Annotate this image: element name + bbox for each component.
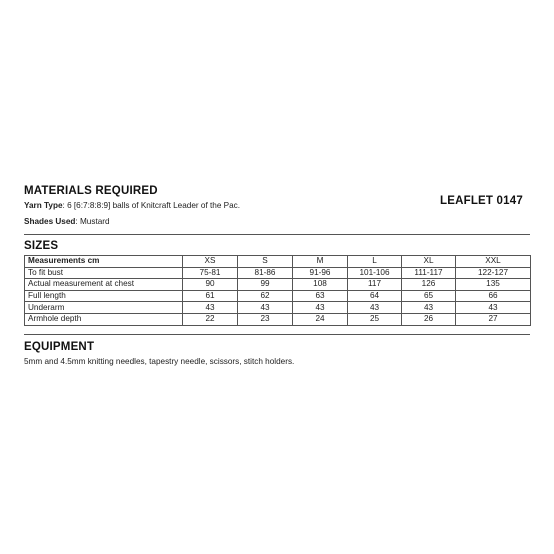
- table-row: [25, 302, 531, 314]
- table-cell: 22: [183, 313, 238, 325]
- header-cell: XXL: [456, 256, 531, 268]
- yarn-type-label: Yarn Type: [24, 201, 63, 210]
- table-cell: 122-127: [456, 267, 531, 279]
- table-cell: 65: [402, 290, 456, 302]
- table-cell: 135: [456, 279, 531, 291]
- row-label: Actual measurement at chest: [25, 279, 183, 291]
- table-row: [25, 279, 531, 291]
- table-cell: 117: [348, 279, 402, 291]
- table-cell: 43: [293, 302, 348, 314]
- table-cell: 61: [183, 290, 238, 302]
- header-cell: XS: [183, 256, 238, 268]
- yarn-type-line: [24, 201, 240, 210]
- yarn-type-value: : 6 [6:7:8:8:9] balls of Knitcraft Leader of the Pac.: [62, 201, 241, 210]
- table-cell: 126: [402, 279, 456, 291]
- table-cell: 75-81: [183, 267, 238, 279]
- equipment-heading: EQUIPMENT: [24, 341, 95, 353]
- table-cell: 26: [402, 313, 456, 325]
- table-cell: 43: [183, 302, 238, 314]
- table-cell: 62: [238, 290, 293, 302]
- header-cell: Measurements cm: [25, 256, 183, 268]
- table-row: [25, 313, 531, 325]
- sizes-table: [24, 255, 531, 326]
- row-label: To fit bust: [25, 267, 183, 279]
- table-header-row: [25, 256, 531, 268]
- header-cell: M: [293, 256, 348, 268]
- row-label: Armhole depth: [25, 313, 183, 325]
- shades-used-value: : Mustard: [75, 217, 110, 226]
- table-cell: 63: [293, 290, 348, 302]
- row-label: Underarm: [25, 302, 183, 314]
- table-cell: 108: [293, 279, 348, 291]
- table-cell: 23: [238, 313, 293, 325]
- table-cell: 99: [238, 279, 293, 291]
- table-row: [25, 267, 531, 279]
- table-cell: 25: [348, 313, 402, 325]
- table-cell: 111-117: [402, 267, 456, 279]
- sizes-heading: SIZES: [24, 240, 59, 252]
- table-cell: 66: [456, 290, 531, 302]
- table-cell: 91-96: [293, 267, 348, 279]
- table-cell: 64: [348, 290, 402, 302]
- row-label: Full length: [25, 290, 183, 302]
- table-cell: 43: [456, 302, 531, 314]
- table-cell: 81-86: [238, 267, 293, 279]
- table-cell: 43: [348, 302, 402, 314]
- divider-sizes: [24, 334, 530, 335]
- header-cell: L: [348, 256, 402, 268]
- header-cell: XL: [402, 256, 456, 268]
- table-cell: 101-106: [348, 267, 402, 279]
- table-cell: 43: [238, 302, 293, 314]
- divider-materials: [24, 234, 530, 235]
- shades-used-label: Shades Used: [24, 217, 76, 226]
- table-cell: 24: [293, 313, 348, 325]
- table-cell: 90: [183, 279, 238, 291]
- leaflet-number: LEAFLET 0147: [440, 195, 523, 207]
- table-row: [25, 290, 531, 302]
- shades-used-line: [24, 217, 110, 226]
- equipment-text: 5mm and 4.5mm knitting needles, tapestry needle, scissors, stitch holders.: [24, 357, 295, 366]
- materials-heading: MATERIALS REQUIRED: [24, 185, 158, 197]
- table-cell: 27: [456, 313, 531, 325]
- header-cell: S: [238, 256, 293, 268]
- table-cell: 43: [402, 302, 456, 314]
